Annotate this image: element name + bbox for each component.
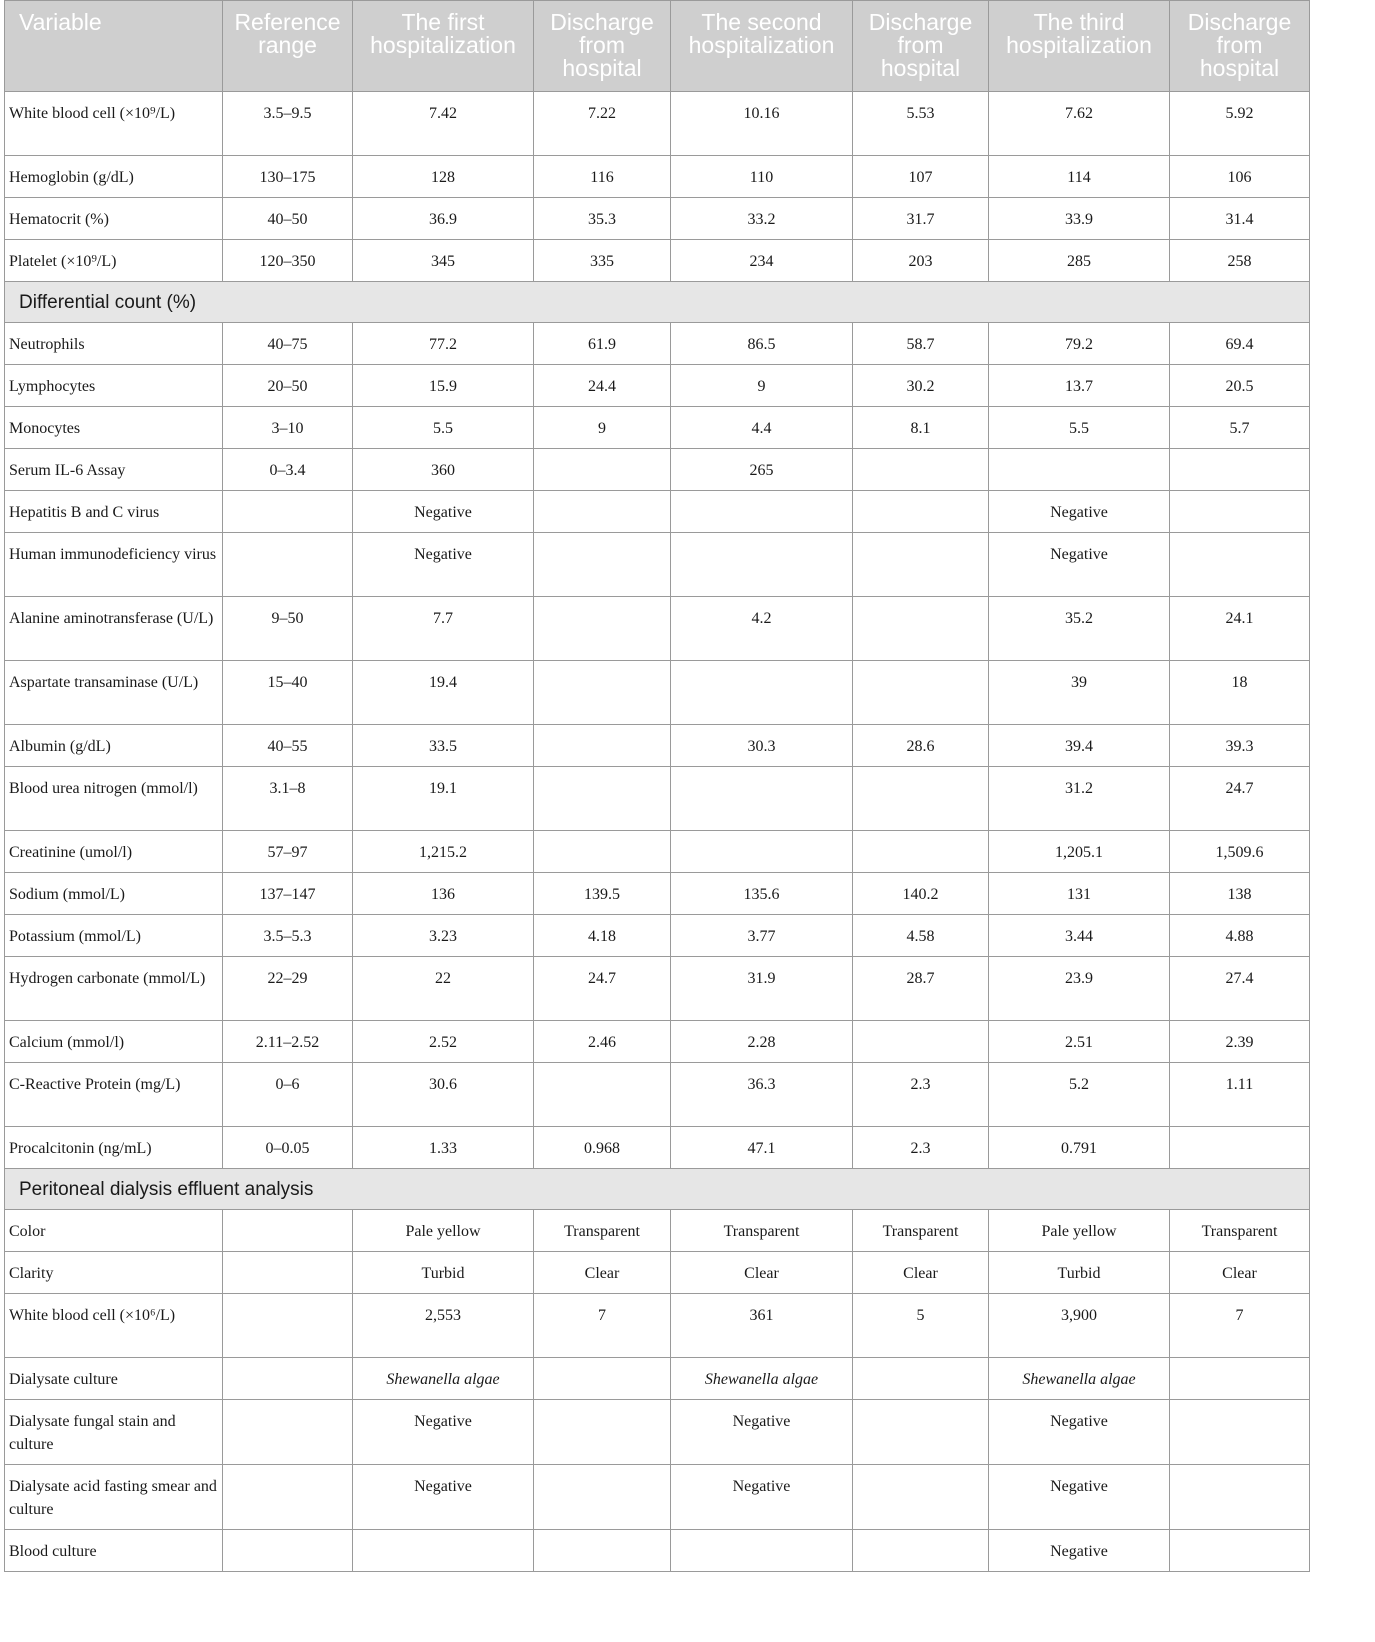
value-cell: Negative: [989, 1465, 1170, 1530]
section-header-row: [5, 282, 1310, 323]
value-cell: [1170, 449, 1310, 491]
value-cell: 19.1: [353, 767, 534, 831]
value-cell: 265: [671, 449, 853, 491]
table-row: [5, 597, 1310, 661]
value-cell: 39.3: [1170, 725, 1310, 767]
variable-cell: Neutrophils: [5, 323, 223, 365]
value-cell: 4.2: [671, 597, 853, 661]
value-cell: 0.968: [534, 1127, 671, 1169]
value-cell: 360: [353, 449, 534, 491]
value-cell: 2.3: [853, 1063, 989, 1127]
value-cell: Negative: [989, 533, 1170, 597]
value-cell: 106: [1170, 156, 1310, 198]
variable-cell: Human immunodeficiency virus: [5, 533, 223, 597]
value-cell: [534, 533, 671, 597]
value-cell: 234: [671, 240, 853, 282]
value-cell: 7.22: [534, 92, 671, 156]
value-cell: 10.16: [671, 92, 853, 156]
value-cell: Transparent: [534, 1210, 671, 1252]
value-cell: 139.5: [534, 873, 671, 915]
reference-range-cell: 40–75: [223, 323, 353, 365]
variable-cell: Blood culture: [5, 1530, 223, 1572]
value-cell: [534, 725, 671, 767]
value-cell: 3.23: [353, 915, 534, 957]
value-cell: 203: [853, 240, 989, 282]
value-cell: 31.7: [853, 198, 989, 240]
value-cell: 2.28: [671, 1021, 853, 1063]
value-cell: 114: [989, 156, 1170, 198]
value-cell: Pale yellow: [989, 1210, 1170, 1252]
value-cell: 23.9: [989, 957, 1170, 1021]
value-cell: Transparent: [1170, 1210, 1310, 1252]
header-row: [5, 1, 1310, 92]
value-cell: [853, 533, 989, 597]
value-cell: [534, 449, 671, 491]
value-cell: 116: [534, 156, 671, 198]
value-cell: [853, 1358, 989, 1400]
table-row: [5, 1530, 1310, 1572]
value-cell: 79.2: [989, 323, 1170, 365]
value-cell: 86.5: [671, 323, 853, 365]
value-cell: [1170, 1465, 1310, 1530]
variable-cell: Aspartate transaminase (U/L): [5, 661, 223, 725]
variable-cell: Dialysate acid fasting smear and culture: [5, 1465, 223, 1530]
value-cell: 2,553: [353, 1294, 534, 1358]
header-second-discharge: Discharge from hospital: [853, 1, 989, 92]
table-row: [5, 1400, 1310, 1465]
value-cell: Clear: [671, 1252, 853, 1294]
organism-name: Shewanella algae: [1022, 1371, 1136, 1388]
value-cell: 128: [353, 156, 534, 198]
variable-cell: Creatinine (umol/l): [5, 831, 223, 873]
value-cell: [671, 767, 853, 831]
value-cell: 7.42: [353, 92, 534, 156]
value-cell: 4.4: [671, 407, 853, 449]
reference-range-cell: 137–147: [223, 873, 353, 915]
reference-range-cell: [223, 533, 353, 597]
header-third-discharge: Discharge from hospital: [1170, 1, 1310, 92]
section-title: Peritoneal dialysis effluent analysis: [5, 1169, 1310, 1210]
table-row: [5, 725, 1310, 767]
value-cell: [671, 1358, 853, 1400]
value-cell: 36.3: [671, 1063, 853, 1127]
table-row: [5, 365, 1310, 407]
value-cell: Clear: [534, 1252, 671, 1294]
value-cell: 1.33: [353, 1127, 534, 1169]
section-title: Differential count (%): [5, 282, 1310, 323]
value-cell: 27.4: [1170, 957, 1310, 1021]
value-cell: 345: [353, 240, 534, 282]
reference-range-cell: 0–0.05: [223, 1127, 353, 1169]
value-cell: 0.791: [989, 1127, 1170, 1169]
variable-cell: White blood cell (×10⁶/L): [5, 1294, 223, 1358]
lab-results-table: [4, 0, 1310, 1572]
header-first-discharge: Discharge from hospital: [534, 1, 671, 92]
table-row: [5, 957, 1310, 1021]
variable-cell: Hemoglobin (g/dL): [5, 156, 223, 198]
organism-name: Shewanella algae: [386, 1371, 500, 1388]
value-cell: [989, 449, 1170, 491]
value-cell: Negative: [353, 1465, 534, 1530]
reference-range-cell: 3–10: [223, 407, 353, 449]
value-cell: [1170, 1400, 1310, 1465]
value-cell: 2.52: [353, 1021, 534, 1063]
value-cell: Negative: [353, 533, 534, 597]
variable-cell: Color: [5, 1210, 223, 1252]
value-cell: 20.5: [1170, 365, 1310, 407]
value-cell: 36.9: [353, 198, 534, 240]
value-cell: [671, 831, 853, 873]
value-cell: 24.1: [1170, 597, 1310, 661]
value-cell: 7: [1170, 1294, 1310, 1358]
value-cell: [853, 767, 989, 831]
table-row: [5, 449, 1310, 491]
table-row: [5, 767, 1310, 831]
value-cell: [534, 767, 671, 831]
value-cell: 2.3: [853, 1127, 989, 1169]
value-cell: 3.44: [989, 915, 1170, 957]
reference-range-cell: 22–29: [223, 957, 353, 1021]
value-cell: 2.39: [1170, 1021, 1310, 1063]
value-cell: [853, 491, 989, 533]
value-cell: 135.6: [671, 873, 853, 915]
reference-range-cell: 40–55: [223, 725, 353, 767]
value-cell: 33.2: [671, 198, 853, 240]
reference-range-cell: 0–3.4: [223, 449, 353, 491]
value-cell: [534, 831, 671, 873]
value-cell: [534, 1400, 671, 1465]
variable-cell: Potassium (mmol/L): [5, 915, 223, 957]
value-cell: 138: [1170, 873, 1310, 915]
reference-range-cell: 120–350: [223, 240, 353, 282]
value-cell: [853, 831, 989, 873]
value-cell: Negative: [989, 491, 1170, 533]
value-cell: 110: [671, 156, 853, 198]
header-reference-range: Reference range: [223, 1, 353, 92]
variable-cell: Albumin (g/dL): [5, 725, 223, 767]
value-cell: 19.4: [353, 661, 534, 725]
header-variable: Variable: [5, 1, 223, 92]
value-cell: Negative: [989, 1400, 1170, 1465]
reference-range-cell: 57–97: [223, 831, 353, 873]
value-cell: 1,509.6: [1170, 831, 1310, 873]
reference-range-cell: [223, 1252, 353, 1294]
variable-cell: Procalcitonin (ng/mL): [5, 1127, 223, 1169]
value-cell: [1170, 1530, 1310, 1572]
value-cell: [534, 661, 671, 725]
table-row: [5, 1294, 1310, 1358]
reference-range-cell: [223, 1210, 353, 1252]
value-cell: 1,205.1: [989, 831, 1170, 873]
value-cell: 30.6: [353, 1063, 534, 1127]
value-cell: [534, 491, 671, 533]
value-cell: 35.3: [534, 198, 671, 240]
variable-cell: Hepatitis B and C virus: [5, 491, 223, 533]
value-cell: 5.5: [353, 407, 534, 449]
table-row: [5, 1063, 1310, 1127]
value-cell: [853, 597, 989, 661]
value-cell: 33.5: [353, 725, 534, 767]
variable-cell: Dialysate fungal stain and culture: [5, 1400, 223, 1465]
value-cell: 361: [671, 1294, 853, 1358]
value-cell: 30.3: [671, 725, 853, 767]
value-cell: 3,900: [989, 1294, 1170, 1358]
variable-cell: Dialysate culture: [5, 1358, 223, 1400]
value-cell: 47.1: [671, 1127, 853, 1169]
value-cell: [534, 1358, 671, 1400]
value-cell: [1170, 1127, 1310, 1169]
table-row: [5, 1252, 1310, 1294]
table-row: [5, 915, 1310, 957]
table-row: [5, 240, 1310, 282]
value-cell: 61.9: [534, 323, 671, 365]
variable-cell: Serum IL-6 Assay: [5, 449, 223, 491]
value-cell: 18: [1170, 661, 1310, 725]
value-cell: 22: [353, 957, 534, 1021]
table-row: [5, 1210, 1310, 1252]
value-cell: Negative: [989, 1530, 1170, 1572]
value-cell: 7.62: [989, 92, 1170, 156]
reference-range-cell: [223, 491, 353, 533]
reference-range-cell: [223, 1400, 353, 1465]
value-cell: 285: [989, 240, 1170, 282]
value-cell: 4.58: [853, 915, 989, 957]
value-cell: [534, 1530, 671, 1572]
value-cell: 5: [853, 1294, 989, 1358]
value-cell: [853, 1400, 989, 1465]
value-cell: 69.4: [1170, 323, 1310, 365]
value-cell: 31.9: [671, 957, 853, 1021]
header-third-hospitalization: The third hospitalization: [989, 1, 1170, 92]
value-cell: Transparent: [671, 1210, 853, 1252]
value-cell: 7: [534, 1294, 671, 1358]
variable-cell: Hematocrit (%): [5, 198, 223, 240]
variable-cell: C-Reactive Protein (mg/L): [5, 1063, 223, 1127]
value-cell: Clear: [1170, 1252, 1310, 1294]
value-cell: 5.2: [989, 1063, 1170, 1127]
value-cell: 140.2: [853, 873, 989, 915]
value-cell: [853, 661, 989, 725]
variable-cell: Calcium (mmol/l): [5, 1021, 223, 1063]
table-row: [5, 661, 1310, 725]
variable-cell: Sodium (mmol/L): [5, 873, 223, 915]
value-cell: [353, 1530, 534, 1572]
value-cell: 39: [989, 661, 1170, 725]
value-cell: 28.7: [853, 957, 989, 1021]
table-row: [5, 407, 1310, 449]
value-cell: [853, 449, 989, 491]
value-cell: Turbid: [353, 1252, 534, 1294]
value-cell: 28.6: [853, 725, 989, 767]
value-cell: 24.4: [534, 365, 671, 407]
reference-range-cell: 3.5–5.3: [223, 915, 353, 957]
table-row: [5, 156, 1310, 198]
value-cell: 9: [534, 407, 671, 449]
value-cell: [853, 1465, 989, 1530]
value-cell: Negative: [353, 491, 534, 533]
value-cell: 4.18: [534, 915, 671, 957]
value-cell: 31.2: [989, 767, 1170, 831]
section-header-row: [5, 1169, 1310, 1210]
value-cell: [1170, 533, 1310, 597]
table-row: [5, 831, 1310, 873]
table-row: [5, 92, 1310, 156]
value-cell: 5.7: [1170, 407, 1310, 449]
variable-cell: Monocytes: [5, 407, 223, 449]
reference-range-cell: [223, 1358, 353, 1400]
value-cell: 39.4: [989, 725, 1170, 767]
value-cell: [671, 1530, 853, 1572]
value-cell: Pale yellow: [353, 1210, 534, 1252]
reference-range-cell: 15–40: [223, 661, 353, 725]
value-cell: [671, 533, 853, 597]
value-cell: [671, 491, 853, 533]
reference-range-cell: 2.11–2.52: [223, 1021, 353, 1063]
value-cell: 3.77: [671, 915, 853, 957]
header-first-hospitalization: The first hospitalization: [353, 1, 534, 92]
value-cell: 33.9: [989, 198, 1170, 240]
table-row: [5, 1021, 1310, 1063]
value-cell: [534, 1465, 671, 1530]
value-cell: 24.7: [534, 957, 671, 1021]
value-cell: 77.2: [353, 323, 534, 365]
value-cell: [671, 661, 853, 725]
value-cell: 335: [534, 240, 671, 282]
value-cell: Turbid: [989, 1252, 1170, 1294]
value-cell: [853, 1530, 989, 1572]
value-cell: 30.2: [853, 365, 989, 407]
table-row: [5, 491, 1310, 533]
value-cell: 1.11: [1170, 1063, 1310, 1127]
value-cell: [534, 1063, 671, 1127]
value-cell: [853, 1021, 989, 1063]
variable-cell: Blood urea nitrogen (mmol/l): [5, 767, 223, 831]
table-row: [5, 198, 1310, 240]
value-cell: Negative: [353, 1400, 534, 1465]
value-cell: 7.7: [353, 597, 534, 661]
value-cell: Clear: [853, 1252, 989, 1294]
reference-range-cell: [223, 1530, 353, 1572]
reference-range-cell: [223, 1465, 353, 1530]
variable-cell: White blood cell (×10⁹/L): [5, 92, 223, 156]
value-cell: Transparent: [853, 1210, 989, 1252]
table-body: [5, 92, 1310, 1572]
reference-range-cell: 20–50: [223, 365, 353, 407]
value-cell: Negative: [671, 1400, 853, 1465]
table-row: [5, 1358, 1310, 1400]
value-cell: 9: [671, 365, 853, 407]
value-cell: 4.88: [1170, 915, 1310, 957]
table-row: [5, 533, 1310, 597]
header-second-hospitalization: The second hospitalization: [671, 1, 853, 92]
value-cell: 258: [1170, 240, 1310, 282]
value-cell: 2.46: [534, 1021, 671, 1063]
value-cell: 13.7: [989, 365, 1170, 407]
reference-range-cell: [223, 1294, 353, 1358]
organism-name: Shewanella algae: [704, 1371, 819, 1388]
value-cell: 5.53: [853, 92, 989, 156]
value-cell: 24.7: [1170, 767, 1310, 831]
value-cell: 31.4: [1170, 198, 1310, 240]
value-cell: [353, 1358, 534, 1400]
value-cell: 8.1: [853, 407, 989, 449]
value-cell: [989, 1358, 1170, 1400]
value-cell: Negative: [671, 1465, 853, 1530]
value-cell: 58.7: [853, 323, 989, 365]
variable-cell: Platelet (×10⁹/L): [5, 240, 223, 282]
table-row: [5, 1127, 1310, 1169]
value-cell: 35.2: [989, 597, 1170, 661]
variable-cell: Lymphocytes: [5, 365, 223, 407]
value-cell: 15.9: [353, 365, 534, 407]
value-cell: 107: [853, 156, 989, 198]
table-row: [5, 873, 1310, 915]
value-cell: 131: [989, 873, 1170, 915]
value-cell: 136: [353, 873, 534, 915]
table-row: [5, 1465, 1310, 1530]
value-cell: [1170, 1358, 1310, 1400]
value-cell: 5.92: [1170, 92, 1310, 156]
value-cell: [534, 597, 671, 661]
variable-cell: Clarity: [5, 1252, 223, 1294]
reference-range-cell: 40–50: [223, 198, 353, 240]
reference-range-cell: 130–175: [223, 156, 353, 198]
reference-range-cell: 0–6: [223, 1063, 353, 1127]
reference-range-cell: 3.5–9.5: [223, 92, 353, 156]
value-cell: 2.51: [989, 1021, 1170, 1063]
variable-cell: Alanine aminotransferase (U/L): [5, 597, 223, 661]
table-row: [5, 323, 1310, 365]
value-cell: 1,215.2: [353, 831, 534, 873]
value-cell: 5.5: [989, 407, 1170, 449]
reference-range-cell: 9–50: [223, 597, 353, 661]
reference-range-cell: 3.1–8: [223, 767, 353, 831]
variable-cell: Hydrogen carbonate (mmol/L): [5, 957, 223, 1021]
value-cell: [1170, 491, 1310, 533]
